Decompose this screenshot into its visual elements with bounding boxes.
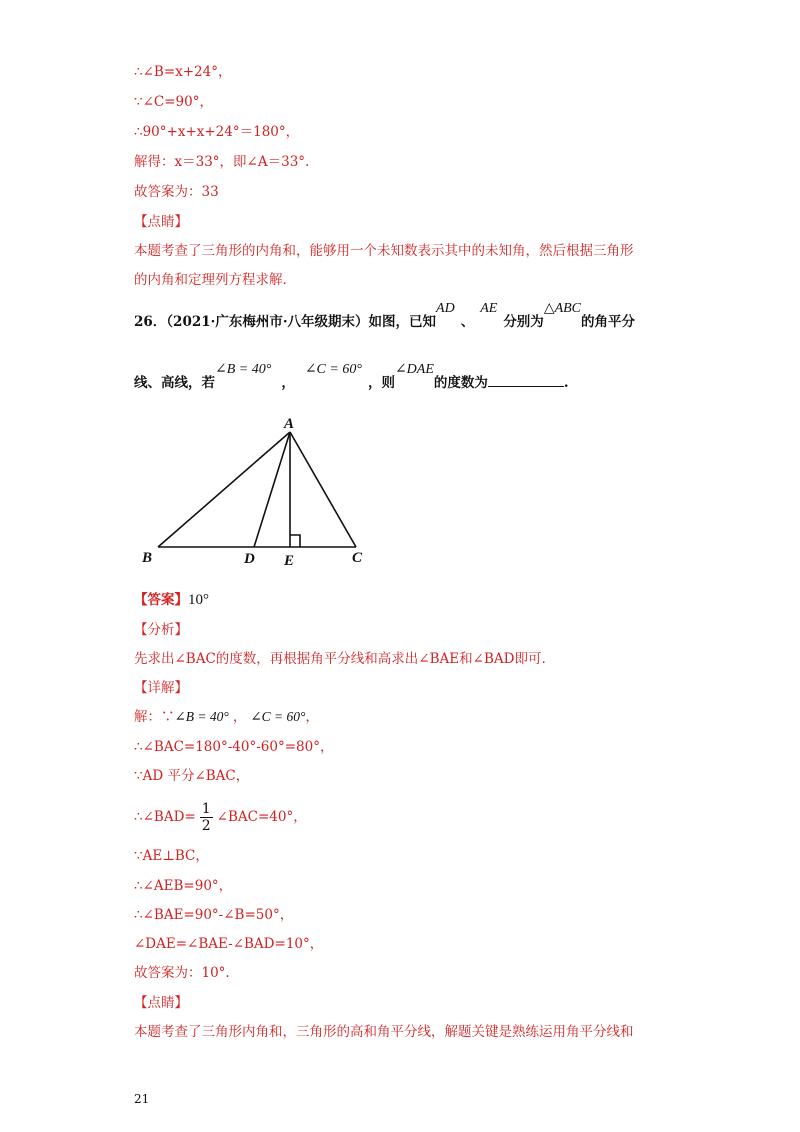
solution-line: 解得：x＝33°，即∠A＝33°.: [134, 154, 310, 170]
detail-line-9: 故答案为：10°.: [134, 965, 230, 981]
detail-line-1: [134, 707, 319, 727]
separator: 、: [460, 314, 475, 330]
angle-bisector-text: 的角平分: [581, 314, 636, 330]
fenbie-text: 分别为: [503, 314, 544, 330]
comma: ，: [305, 709, 319, 725]
solution-line: 故答案为：33: [134, 184, 219, 200]
dianjing-label: 【点睛】: [134, 995, 188, 1011]
label-c: C: [352, 550, 363, 566]
label-d: D: [244, 551, 255, 567]
detail-line-6: ∴∠AEB=90°，: [134, 878, 233, 894]
detail-line-2: ∴∠BAC=180°-40°-60°=80°，: [134, 739, 334, 755]
dianjing-text: 的内角和定理列方程求解.: [134, 272, 287, 288]
solution-line: ∴90°+x+x+24°＝180°，: [134, 124, 300, 140]
question-26-line1: [134, 301, 636, 333]
detail-line-8: ∠DAE=∠BAE-∠BAD=10°，: [134, 936, 324, 952]
fraction-one-half: [200, 801, 213, 834]
comma: ，: [281, 375, 295, 391]
angle-b: ∠B = 40°: [174, 709, 229, 724]
comma: ，: [232, 709, 247, 725]
bisector-ad: [254, 432, 290, 547]
question-26-line2: [134, 362, 569, 394]
detail-line-3: ∵AD 平分∠BAC，: [134, 768, 250, 784]
question-number: 26．: [134, 314, 167, 330]
segment-ae: AE: [480, 301, 498, 316]
label-b: B: [142, 550, 153, 566]
detail-line-7: ∴∠BAE=90°-∠B=50°，: [134, 907, 294, 923]
detail-line-4: [134, 798, 307, 836]
angle-dae: ∠DAE: [394, 362, 434, 377]
solution-line: ∵∠C=90°，: [134, 94, 213, 110]
angle-b: ∠B = 40°: [215, 362, 272, 377]
answer-line: [134, 590, 209, 610]
side-ab: [158, 432, 290, 547]
page-number: 21: [134, 1092, 150, 1106]
answer-label: 【答案】: [134, 592, 188, 608]
question-text: 线、高线，若: [134, 375, 215, 391]
angle-c: ∠C = 60°: [250, 709, 306, 724]
comma: ，则: [367, 375, 395, 391]
analysis-text: 先求出∠BAC的度数，再根据角平分线和高求出∠BAE和∠BAD即可.: [134, 651, 546, 667]
dianjing-text: 本题考查了三角形的内角和，能够用一个未知数表示其中的未知角，然后根据三角形: [134, 243, 634, 259]
answer-value: 10°: [188, 592, 209, 608]
label-e: E: [284, 553, 295, 569]
fraction-denominator: 2: [201, 818, 211, 834]
detail-suffix: ∠BAC=40°，: [216, 809, 307, 825]
question-source: （2021·广东梅州市·八年级期末）如图，已知: [166, 314, 437, 330]
detail-label: 【详解】: [134, 680, 188, 696]
ask-text: 的度数为: [433, 375, 488, 391]
period: .: [563, 375, 569, 391]
triangle-abc: △ABC: [543, 301, 582, 316]
answer-blank: [488, 372, 564, 387]
detail-prefix: ∴∠BAD=: [134, 809, 196, 825]
fraction-numerator: 1: [201, 801, 211, 817]
analysis-label: 【分析】: [134, 622, 188, 638]
solution-line: ∴∠B=x+24°，: [134, 64, 232, 80]
segment-ad: AD: [436, 301, 455, 316]
dianjing-text: 本题考查了三角形内角和，三角形的高和角平分线，解题关键是熟练运用角平分线和: [134, 1024, 634, 1040]
label-a: A: [284, 416, 295, 432]
triangle-figure: [138, 412, 378, 572]
side-ac: [290, 432, 356, 547]
angle-c: ∠C = 60°: [304, 362, 362, 377]
right-angle-mark: [290, 535, 300, 547]
detail-prefix: 解：∵: [134, 709, 175, 725]
detail-line-5: ∵AE⊥BC，: [134, 848, 209, 864]
dianjing-label: 【点睛】: [134, 214, 188, 230]
